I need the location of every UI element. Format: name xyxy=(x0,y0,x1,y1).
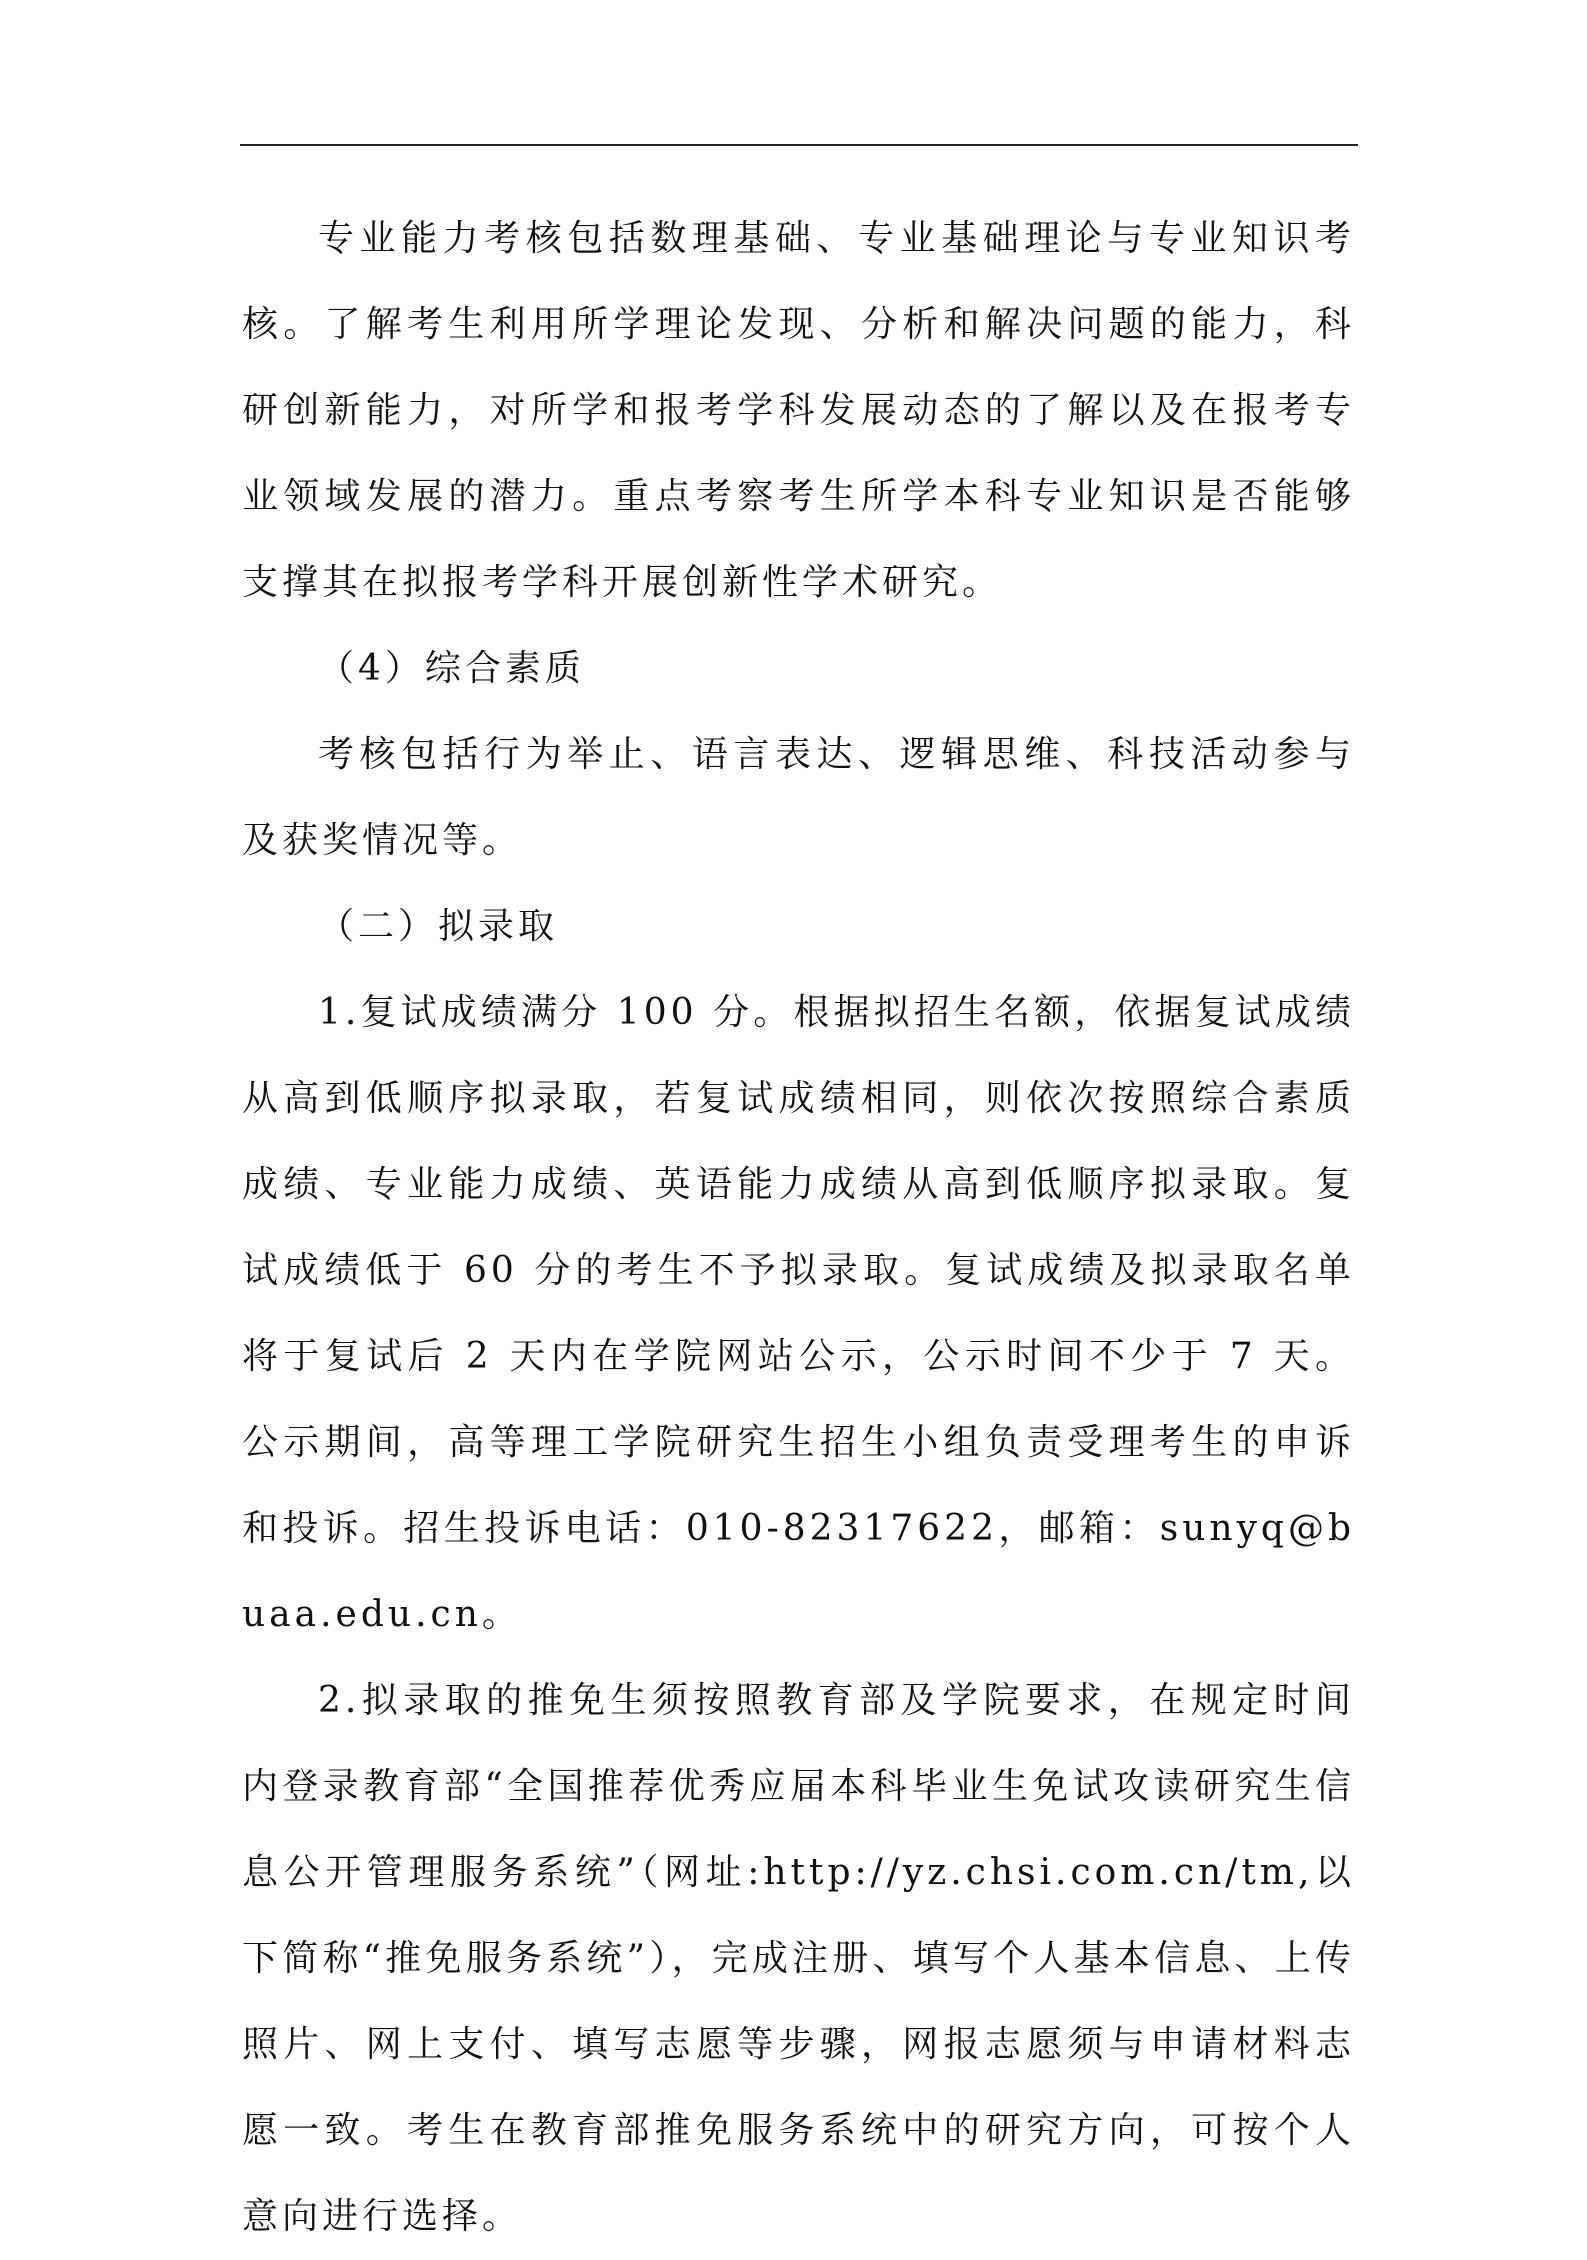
paragraph-admission-2: 2.拟录取的推免生须按照教育部及学院要求，在规定时间内登录教育部“全国推荐优秀应届本科毕业生免试攻读研究生信息公开管理服务系统”（网址:http://yz.chsi.com.cn/tm,以下简称“推免服务系统”），完成注册、填写个人基本信息、上传照片、网上支付、填写志愿等步骤，网报志愿须与申请材料志愿一致。考生在教育部推免服务系统中的研究方向，可按个人意向进行选择。 xyxy=(242,1680,1355,2237)
header-rule xyxy=(240,144,1358,146)
document-body xyxy=(242,196,1355,2260)
heading-comprehensive-quality: （4）综合素质 xyxy=(318,648,585,689)
paragraph-admission-1: 1.复试成绩满分 100 分。根据拟招生名额，依据复试成绩从高到低顺序拟录取，若复试成绩相同，则依次按照综合素质成绩、专业能力成绩、英语能力成绩从高到低顺序拟录取。复试成绩低于 60 分的考生不予拟录取。复试成绩及拟录取名单将于复试后 2 天内在学院网站公示，公示时间不少于 7 天。公示期间，高等理工学院研究生招生小组负责受理考生的申诉和投诉。招生投诉电话：010-82317622，邮箱：sunyq@buaa.edu.cn。 xyxy=(242,992,1355,1635)
heading-admission: （二）拟录取 xyxy=(318,906,559,947)
paragraph-professional-ability: 专业能力考核包括数理基础、专业基础理论与专业知识考核。了解考生利用所学理论发现、分析和解决问题的能力，科研创新能力，对所学和报考学科发展动态的了解以及在报考专业领域发展的潜力。重点考察考生所学本科专业知识是否能够支撑其在拟报考学科开展创新性学术研究。 xyxy=(242,218,1355,603)
paragraph-comprehensive-quality: 考核包括行为举止、语言表达、逻辑思维、科技活动参与及获奖情况等。 xyxy=(242,734,1355,861)
